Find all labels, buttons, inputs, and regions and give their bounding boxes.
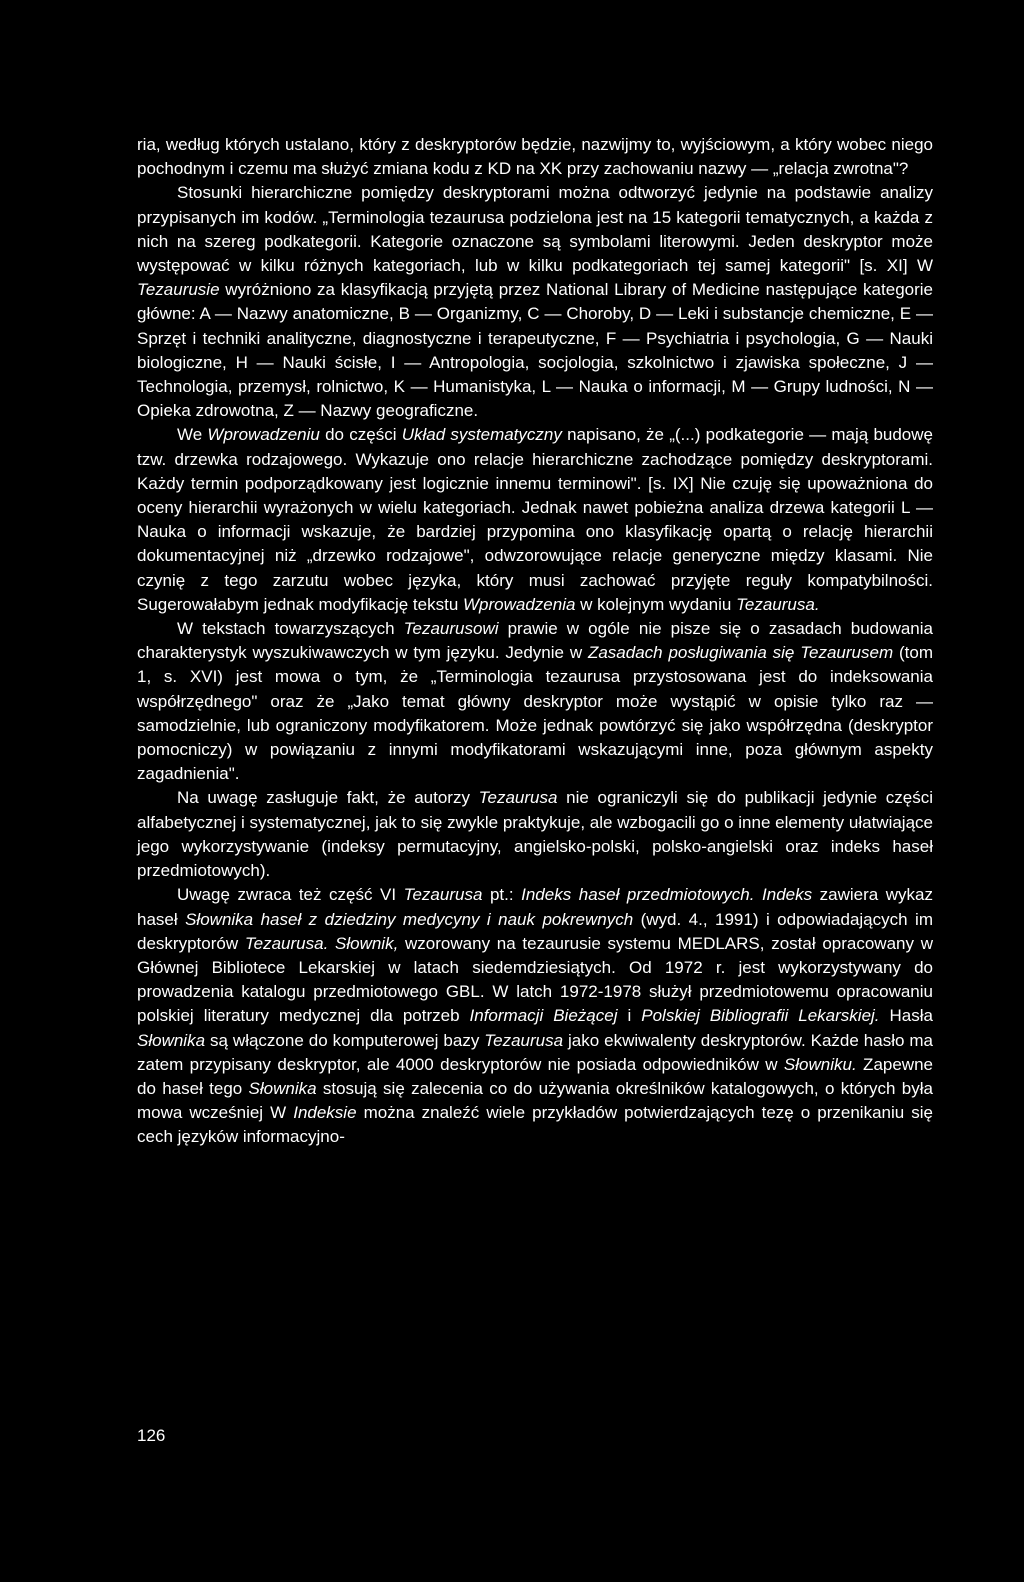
paragraph xyxy=(137,786,933,883)
italic-text: Słownika xyxy=(137,1030,206,1050)
text-run: napisano, że „(...) podkategorie — mają budowę tzw. drzewka rodzajowego. Wykazuje ono relacje hierarchiczne zachodzące pomiędzy deskryptorami. Każdy termin podporządkowany jest logicznie innemu terminowi". [s. IX] Nie czuję się upoważniona do oceny hierarchii wyrażonych w wielu kategoriach. Jednak nawet pobieżna analiza drzewa kategorii L — Nauka o informacji wskazuje, że bardziej przypomina ono klasyfikację opartą o relację hierarchii dokumentacyjnej niż „drzewko rodzajowe", odwzorowujące relacje generyczne między klasami. Nie czynię z tego zarzutu wobec języka, który musi zachować przyjęte reguły kompatybilności. Sugerowałabym jednak modyfikację tekstu xyxy=(137,425,933,614)
text-run: można znaleźć wiele przykładów potwierdzających tezę o przenikaniu się cech języków informacyjno- xyxy=(137,1103,933,1147)
text-run: ria, według których ustalano, który z deskryptorów będzie, nazwijmy to, wyjściowym, a który wobec niego pochodnym i czemu ma służyć zmiana kodu z KD na XK przy zachowaniu nazwy — „relacja zwrotna"? xyxy=(137,135,933,179)
italic-text: Indeksie xyxy=(293,1103,357,1123)
paragraph xyxy=(137,423,933,617)
italic-text: Układ systematyczny xyxy=(401,425,562,445)
text-run: W tekstach towarzyszących xyxy=(177,619,404,639)
paragraph xyxy=(137,181,933,423)
italic-text: Tezaurusa. xyxy=(736,594,820,614)
text-run: nie ograniczyli się do publikacji jedynie części alfabetycznej i systematycznej, jak to się zwykle praktykuje, ale wzbogacili go o inne elementy ułatwiające jego wykorzystywanie (indeksy permutacyjny, angielsko-polski, polsko-angielski oraz indeks haseł przedmiotowych). xyxy=(137,788,933,881)
italic-text: Słownika xyxy=(248,1078,317,1098)
italic-text: Zasadach posługiwania się Tezaurusem xyxy=(587,643,894,663)
page-number: 126 xyxy=(137,1426,166,1445)
text-run: stosują się zalecenia co do używania określników katalogowych, o których była mowa wcześniej W xyxy=(137,1078,933,1123)
paragraph xyxy=(137,133,933,181)
text-run: Zapewne do haseł tego xyxy=(137,1054,933,1098)
text-run: wyróżniono za klasyfikacją przyjętą przez National Library of Medicine następujące kategorie główne: A — Nazwy anatomiczne, B — Organizmy, C — Choroby, D — Leki i substancje chemiczne, E — Sprzęt i techniki analityczne, diagnostyczne i terapeutyczne, F — Psychiatria i psychologia, G — Nauki biologiczne, H — Nauki ścisłe, I — Antropologia, socjologia, szkolnictwo i zjawiska społeczne, J — Technologia, przemysł, rolnictwo, K — Humanistyka, L — Nauka o informacji, M — Grupy ludności, N — Opieka zdrowotna, Z — Nazwy geograficzne. xyxy=(137,280,933,421)
italic-text: Tezaurusa. Słownik, xyxy=(244,933,399,953)
italic-text: Polskiej Bibliografii Lekarskiej. xyxy=(641,1006,880,1026)
text-run: (wyd. 4., 1991) i odpowiadających im deskryptorów xyxy=(137,909,933,953)
text-run: Uwagę zwraca też część VI xyxy=(177,885,404,905)
italic-text: Tezaurusa xyxy=(478,788,558,808)
text-run: pt.: xyxy=(482,885,522,905)
text-run: (tom 1, s. XVI) jest mowa o tym, że „Terminologia tezaurusa przystosowana jest do indeksowania współrzędnego" oraz że „Jako temat główny deskryptor może wystąpić w opisie tylko raz — samodzielnie, lub ograniczony modyfikatorem. Może jednak powtórzyć się jako współrzędna (deskryptor pomocniczy) w powiązaniu z innymi modyfikatorami wskazującymi inne, poza głównym aspekty zagadnienia". xyxy=(137,643,933,784)
italic-text: Słowniku. xyxy=(783,1054,857,1074)
text-run: wzorowany na tezaurusie systemu MEDLARS, został opracowany w Głównej Bibliotece Lekarskiej w latach siedemdziesiątych. Od 1972 r. jest wykorzystywany do prowadzenia katalogu przedmiotowego GBL. W latch 1972-1978 służył przedmiotowemu opracowaniu polskiej literatury medycznej dla potrzeb xyxy=(137,933,933,1026)
text-run: jako ekwiwalenty deskryptorów. Każde hasło ma zatem przypisany deskryptor, ale 4000 deskryptorów nie posiada odpowiedników w xyxy=(137,1030,934,1074)
italic-text: Wprowadzenia xyxy=(463,594,576,614)
text-run: i xyxy=(617,1006,642,1026)
text-run: Hasła xyxy=(879,1006,933,1026)
text-run: do części xyxy=(319,425,402,445)
paragraph xyxy=(137,617,933,786)
text-run: Na uwagę zasługuje fakt, że autorzy xyxy=(177,788,479,808)
paragraph xyxy=(137,883,933,1149)
italic-text: Tezaurusie xyxy=(137,280,220,300)
text-run: zawiera wykaz haseł xyxy=(137,885,933,929)
italic-text: Informacji Bieżącej xyxy=(469,1006,618,1026)
text-run: są włączone do komputerowej bazy xyxy=(205,1030,485,1050)
text-run: We xyxy=(177,425,208,445)
italic-text: Tezaurusowi xyxy=(403,619,499,639)
text-run: Stosunki hierarchiczne pomiędzy deskryptorami można odtworzyć jedynie na podstawie analizy przypisanych im kodów. „Terminologia tezaurusa podzielona jest na 15 kategorii tematycznych, a każda z nich na szereg podkategorii. Kategorie oznaczone są symbolami literowymi. Jeden deskryptor może występować w kilku różnych kategoriach, lub w kilku podkategoriach tej samej kategorii" [s. XI] W xyxy=(137,183,933,276)
italic-text: Tezaurusa xyxy=(403,885,483,905)
italic-text: Tezaurusa xyxy=(484,1030,564,1050)
italic-text: Wprowadzeniu xyxy=(207,425,320,445)
italic-text: Indeks haseł przedmiotowych. Indeks xyxy=(521,885,813,905)
text-run: prawie w ogóle nie pisze się o zasadach budowania charakterystyk wyszukiwawczych w tym języku. Jedynie w xyxy=(137,619,933,663)
italic-text: Słownika haseł z dziedziny medycyny i nauk pokrewnych xyxy=(185,909,634,929)
text-run: w kolejnym wydaniu xyxy=(575,594,737,614)
page-body xyxy=(137,133,933,1150)
